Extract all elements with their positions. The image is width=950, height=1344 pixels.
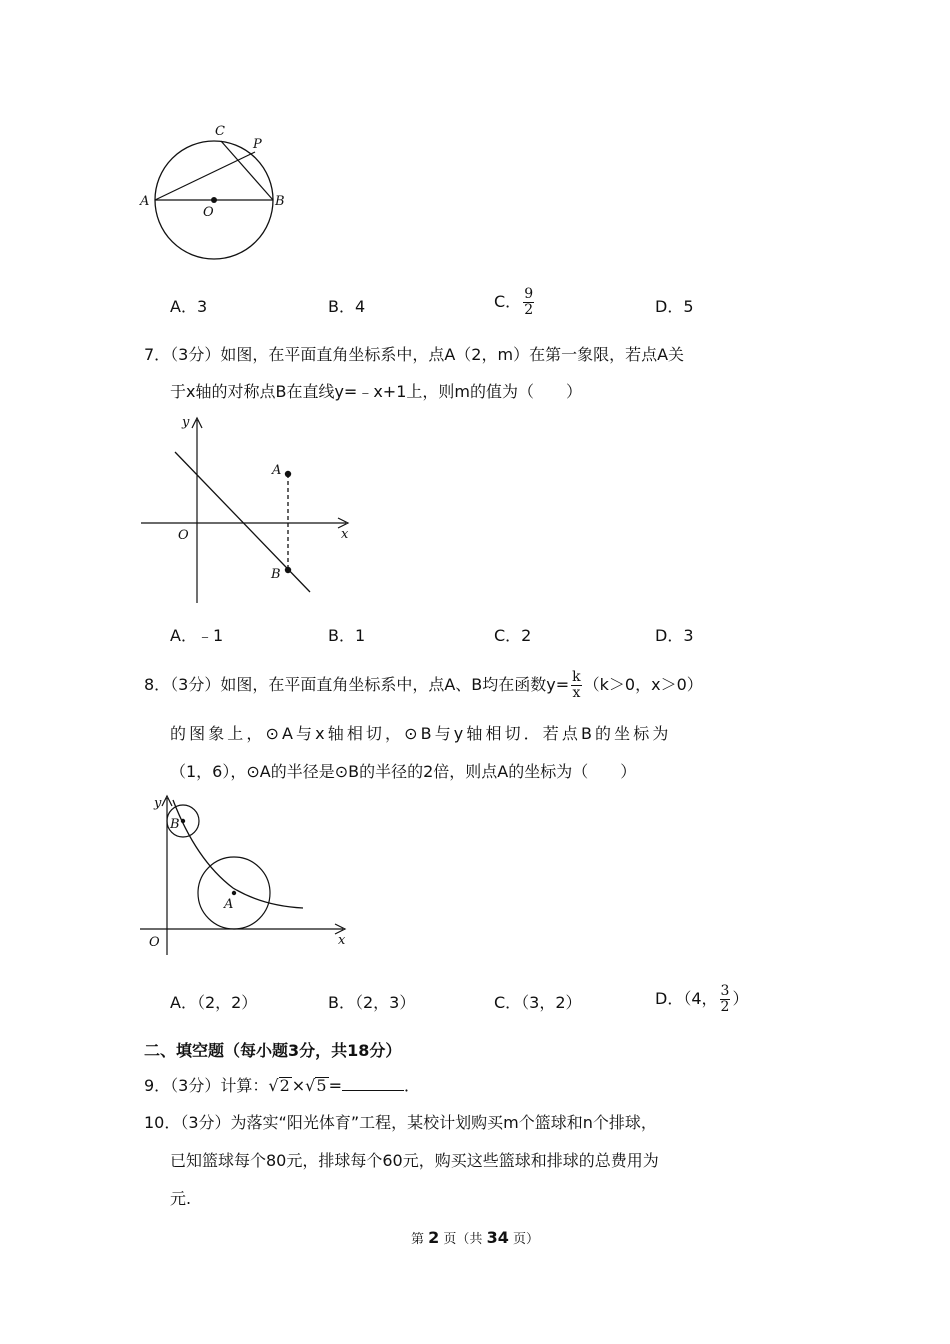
q9-sqrt-2: 2 xyxy=(279,1076,290,1095)
q8-option-c: C．（3，2） xyxy=(494,993,582,1012)
chord-ap xyxy=(155,152,255,200)
q8-line-1 xyxy=(144,666,703,704)
label-p: P xyxy=(253,137,262,152)
page-footer xyxy=(0,1228,950,1247)
point-a xyxy=(285,471,291,477)
q8-option-d-suffix: ） xyxy=(732,989,749,1008)
q9-equals: = xyxy=(328,1076,342,1095)
label-b: B xyxy=(275,194,285,209)
coordinate-diagram-q8 xyxy=(138,790,358,958)
label-a: A xyxy=(140,194,150,209)
label-b: B xyxy=(271,567,281,582)
q6-option-c-prefix: C． xyxy=(494,292,522,311)
q6-c-num: 9 xyxy=(524,286,534,302)
hyperbola-curve xyxy=(173,800,303,908)
point-b xyxy=(181,819,185,823)
footer-page-number: 2 xyxy=(428,1228,440,1247)
q7-option-d: D．3 xyxy=(655,626,694,645)
label-y: y xyxy=(154,796,162,811)
q7-option-c: C．2 xyxy=(494,626,532,645)
q6-c-den: 2 xyxy=(524,302,534,318)
section-2-title: 二、填空题（每小题3分，共18分） xyxy=(144,1041,402,1060)
q8-fraction xyxy=(571,670,581,701)
q8-option-d-fraction xyxy=(720,984,731,1015)
q10-line-2: 已知篮球每个80元，排球每个60元，购买这些篮球和排球的总费用为 xyxy=(170,1151,659,1170)
q10-line-3: 元. xyxy=(170,1189,192,1208)
q8-frac-num: k xyxy=(572,669,581,685)
q7-option-a: A．﹣1 xyxy=(170,626,224,645)
point-b xyxy=(285,567,291,573)
footer-c: 页） xyxy=(512,1232,539,1247)
q8-option-b: B．（2，3） xyxy=(328,993,416,1012)
q6-option-d: D．5 xyxy=(655,297,694,316)
q8-frac-den: x xyxy=(572,685,581,701)
label-a: A xyxy=(272,463,282,478)
q8-line-1-after: （k＞0，x＞0） xyxy=(583,675,703,694)
label-y: y xyxy=(182,415,190,430)
footer-total-pages: 34 xyxy=(486,1228,509,1247)
q9-times: × xyxy=(291,1076,306,1095)
footer-a: 第 xyxy=(410,1232,424,1247)
center-point xyxy=(211,197,217,203)
q9-answer-blank[interactable] xyxy=(342,1076,404,1091)
label-a: A xyxy=(224,897,234,912)
point-a xyxy=(232,891,236,895)
q6-option-a: A．3 xyxy=(170,297,208,316)
coordinate-diagram-q7 xyxy=(138,410,358,610)
footer-b: 页（共 xyxy=(443,1232,483,1247)
label-b: B xyxy=(170,817,180,832)
q6-option-c xyxy=(494,287,536,318)
q8-d-den: 2 xyxy=(720,999,730,1015)
q7-line-2: 于x轴的对称点B在直线y=﹣x+1上，则m的值为（ ） xyxy=(170,382,582,401)
q8-line-2: 的图象上，⊙A与x轴相切，⊙B与y轴相切．若点B的坐标为 xyxy=(170,724,672,743)
q6-option-c-fraction xyxy=(523,287,534,318)
label-x: x xyxy=(341,527,349,542)
q7-line-1: 7．（3分）如图，在平面直角坐标系中，点A（2，m）在第一象限，若点A关 xyxy=(144,345,685,364)
q8-option-a: A．（2，2） xyxy=(170,993,258,1012)
q9-sqrt-5: 5 xyxy=(316,1076,327,1095)
q9-prefix: 9．（3分）计算： xyxy=(144,1076,269,1095)
label-o: O xyxy=(178,528,189,543)
q8-d-num: 3 xyxy=(720,983,730,999)
q9-end: ． xyxy=(403,1076,420,1095)
q7-option-b: B．1 xyxy=(328,626,366,645)
q10-line-1: 10．（3分）为落实“阳光体育”工程，某校计划购买m个篮球和n个排球， xyxy=(144,1113,657,1132)
q8-option-d xyxy=(655,984,748,1015)
q8-line-3: （1，6），⊙A的半径是⊙B的半径的2倍，则点A的坐标为（ ） xyxy=(170,762,637,781)
label-c: C xyxy=(215,124,225,139)
label-o: O xyxy=(149,935,160,950)
q9-line: 9．（3分）计算：√2 ×√5 = ． xyxy=(144,1076,420,1095)
q6-option-b: B．4 xyxy=(328,297,366,316)
circle-diagram xyxy=(138,118,298,266)
q8-line-1-before: 8．（3分）如图，在平面直角坐标系中，点A、B均在函数y= xyxy=(144,675,570,694)
q8-option-d-prefix: D．（4， xyxy=(655,989,718,1008)
label-x: x xyxy=(338,933,346,948)
label-o: O xyxy=(203,205,214,220)
